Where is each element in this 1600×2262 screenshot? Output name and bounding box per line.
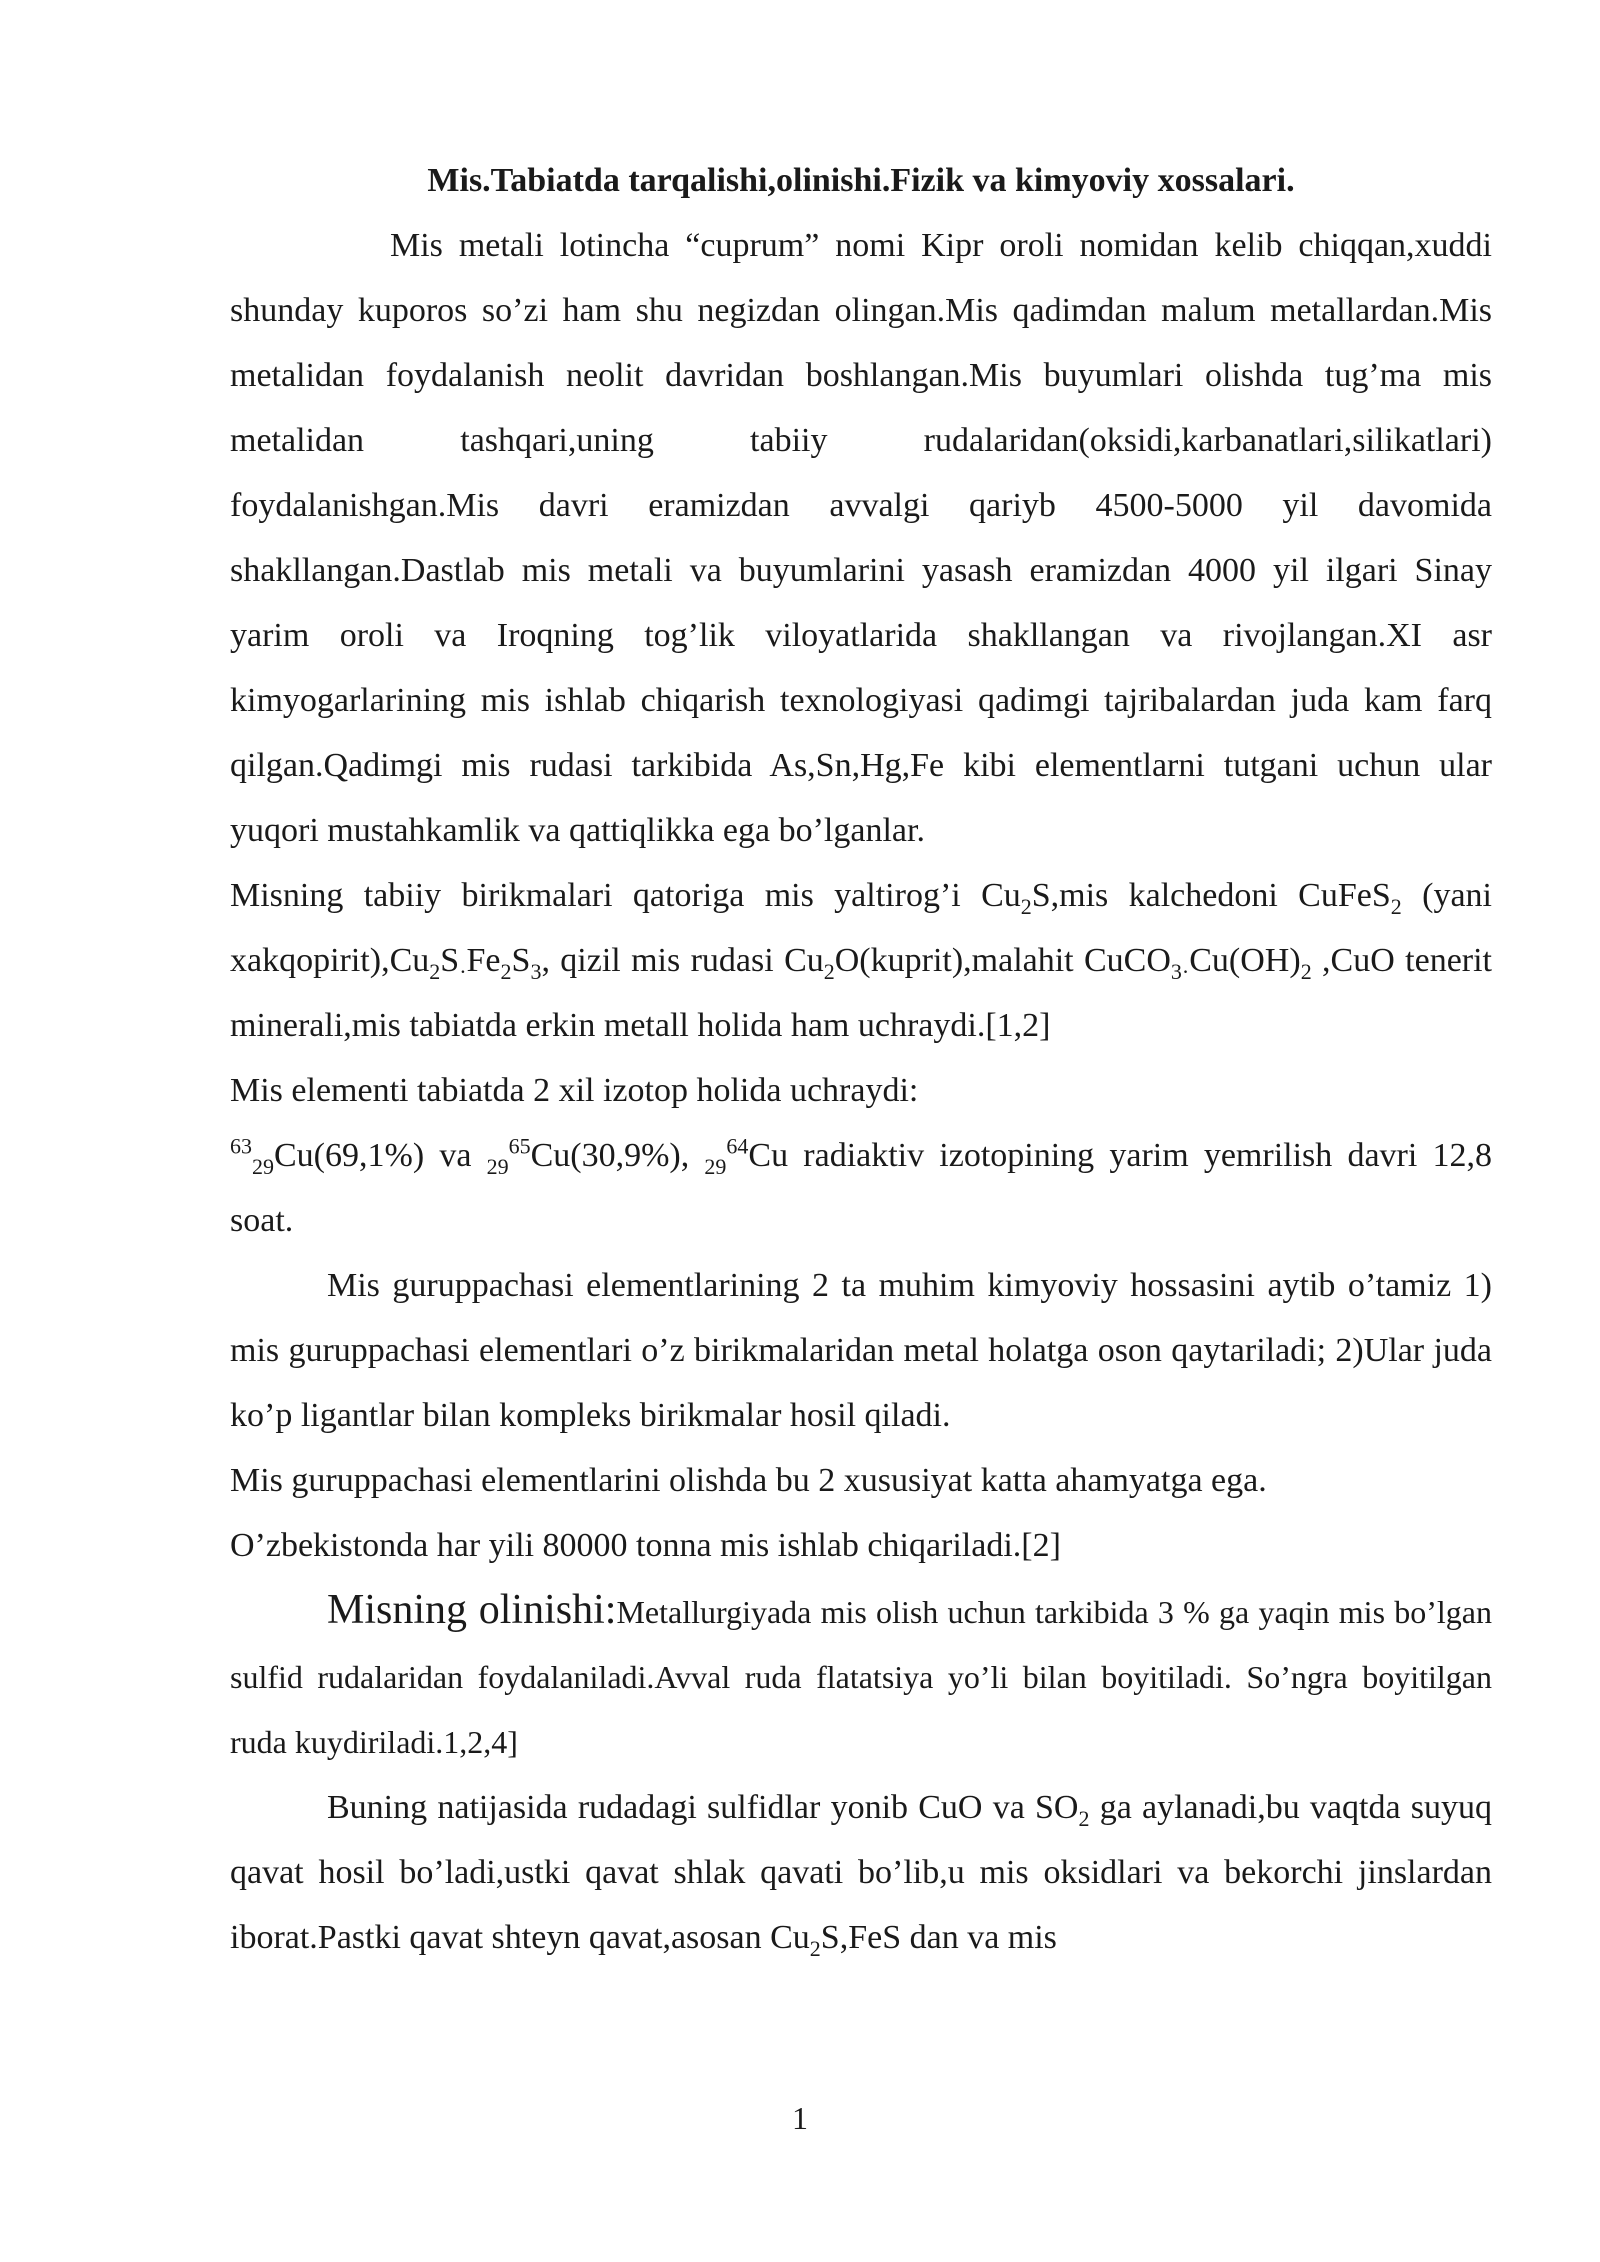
paragraph-obtaining: Misning olinishi:Metallurgiyada mis olish uchun tarkibida 3 % ga yaqin mis bo’lgan sulfid rudalaridan foydalaniladi.Avval ruda flatatsiya yo’li bilan boyitiladi. So’ngra boyitilgan ruda kuydiriladi.1,2,4] [230,1587,1493,1760]
section-heading-obtaining: Misning olinishi: [327,1587,617,1633]
paragraph-origin: Mis metali lotincha “cuprum” nomi Kipr oroli nomidan kelib chiqqan,xuddi shunday kuporos so’zi ham shu negizdan olingan.Mis qadimdan malum metallardan.Mis metalidan foydalanish neolit davridan boshlangan.Mis buyumlari olishda tug’ma mis metalidan tashqari,uning tabiiy rudalaridan(oksidi,karbanatlari,silikatlari) foydalanishgan.Mis davri eramizdan avvalgi qariyb 4500-5000 yil davomida shakllangan.Dastlab mis metali va buyumlarini yasash eramizdan 4000 yil ilgari Sinay yarim oroli va Iroqning tog’lik viloyatlarida shakllangan va rivojlangan.XI asr kimyogarlarining mis ishlab chiqarish texnologiyasi qadimgi tajribalardan juda kam farq qilgan.Qadimgi mis rudasi tarkibida As,Sn,Hg,Fe kibi elementlarni tutgani uchun ular yuqori mustahkamlik va qattiqlikka ega bo’lganlar. [230,227,1492,849]
paragraph-roasting: Buning natijasida rudadagi sulfidlar yonib CuO va $SO_2$ ga aylanadi,bu vaqtda suyuq qavat hosil bo’ladi,ustki qavat shlak qavati bo’lib,u mis oksidlari va bekorchi jinslardan iborat.Pastki qavat shteyn qavat,asosan $Cu_2S,FeS$ dan va mis [230,1789,1492,1961]
paragraph-isotopes-intro: Mis elementi tabiatda 2 xil izotop holida uchraydi: [230,1072,919,1109]
document-body [230,148,1492,1970]
paragraph-production: O’zbekistonda har yili 80000 tonna mis ishlab chiqariladi.[2] [230,1527,1061,1564]
page-number: 1 [792,2100,808,2136]
paragraph-isotopes: $^{63}_{29}$Cu(69,1%) va $_{29}^{65}$Cu(30,9%), $_{29}^{64}$Cu radiaktiv izotopining yarim yemrilish davri 12,8 soat. [230,1133,1492,1239]
document-title: Mis.Tabiatda tarqalishi,olinishi.Fizik va kimyoviy xossalari. [427,162,1295,199]
paragraph-importance: Mis guruppachasi elementlarini olishda bu 2 xususiyat katta ahamyatga ega. [230,1462,1267,1499]
paragraph-natural-compounds: Misning tabiiy birikmalari qatoriga mis yaltirog’i $Cu_2S,mis$ kalchedoni CuFeS$_2$ (yani $xakqopirit),Cu_2S_\cdot Fe_2S_3$, qizil mis rudasi $Cu_2O(kuprit),malahit$ $CuCO_{3\cdot}Cu(OH)_2$ ,CuO tenerit minerali,mis tabiatda erkin metall holida ham uchraydi.[1,2] [230,877,1493,1044]
paragraph-chemical-properties: Mis guruppachasi elementlarining 2 ta muhim kimyoviy hossasini aytib o’tamiz 1) mis guruppachasi elementlari o’z birikmalaridan metal holatga oson qaytariladi; 2)Ular juda ko’p ligantlar bilan kompleks birikmalar hosil qiladi. [230,1267,1492,1434]
